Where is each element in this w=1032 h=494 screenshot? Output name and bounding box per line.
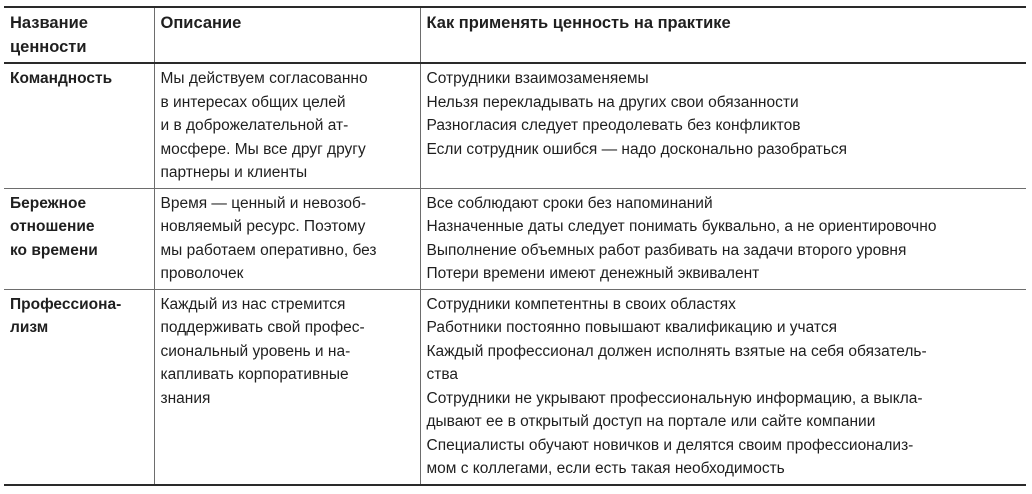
cell-line: Время — ценный и невозоб- xyxy=(160,194,367,212)
cell-line: Специалисты обучают новичков и делятся своим профессионализ- xyxy=(426,436,914,454)
value-name-cell xyxy=(4,63,154,188)
header-line: Описание xyxy=(160,14,242,32)
cell-line: Бережное xyxy=(10,194,87,212)
value-practice-cell xyxy=(420,188,1026,289)
cell-line: Назначенные даты следует понимать буквально, а не ориентировочно xyxy=(426,218,937,235)
table-row xyxy=(4,188,1026,289)
header-line: ценности xyxy=(10,37,87,56)
cell-line: Выполнение объемных работ разбивать на задачи второго уровня xyxy=(426,241,907,259)
cell-line: Командность xyxy=(10,70,113,87)
cell-line: Все соблюдают сроки без напоминаний xyxy=(426,194,713,212)
cell-line: дывают ее в открытый доступ на портале или сайте компании xyxy=(426,413,876,430)
cell-line: партнеры и клиенты xyxy=(160,164,308,181)
header-practice xyxy=(420,7,1026,63)
cell-line: знания xyxy=(160,389,211,407)
value-practice-cell xyxy=(420,289,1026,485)
cell-line: Профессиона- xyxy=(10,295,122,313)
value-description-cell xyxy=(154,289,420,485)
cell-line: мы работаем оперативно, без xyxy=(160,241,377,259)
cell-line: Сотрудники не укрывают профессиональную информацию, а выкла- xyxy=(426,389,923,407)
header-line: Название xyxy=(10,14,88,32)
cell-line: мом с коллегами, если есть такая необходимость xyxy=(426,460,785,477)
table-row xyxy=(4,63,1026,188)
cell-line: и в доброжелательной ат- xyxy=(160,117,349,134)
cell-line: ства xyxy=(426,366,459,383)
cell-line: капливать корпоративные xyxy=(160,366,349,383)
cell-line: Каждый профессионал должен исполнять взятые на себя обязатель- xyxy=(426,342,927,360)
value-name-cell xyxy=(4,289,154,485)
table-body xyxy=(4,63,1026,485)
cell-line: Нельзя перекладывать на других свои обязанности xyxy=(426,93,799,111)
cell-line: проволочек xyxy=(160,265,244,282)
header-description xyxy=(154,7,420,63)
cell-line: в интересах общих целей xyxy=(160,93,346,111)
cell-line: лизм xyxy=(10,319,49,336)
header-name xyxy=(4,7,154,63)
cell-line: сиональный уровень и на- xyxy=(160,342,351,360)
value-practice-cell xyxy=(420,63,1026,188)
cell-line: Работники постоянно повышают квалификацию и учатся xyxy=(426,319,837,336)
value-description-cell xyxy=(154,188,420,289)
cell-line: ко времени xyxy=(10,241,98,259)
values-table xyxy=(4,6,1026,486)
cell-line: отношение xyxy=(10,218,95,235)
cell-line: Мы действуем согласованно xyxy=(160,70,368,87)
table-row xyxy=(4,289,1026,485)
table-header xyxy=(4,7,1026,63)
cell-line: Сотрудники компетентны в своих областях xyxy=(426,295,736,313)
cell-line: Каждый из нас стремится xyxy=(160,295,346,313)
value-description-cell xyxy=(154,63,420,188)
header-row xyxy=(4,7,1026,63)
cell-line: Разногласия следует преодолевать без конфликтов xyxy=(426,117,801,134)
cell-line: мосфере. Мы все друг другу xyxy=(160,140,366,158)
header-line: Как применять ценность на практике xyxy=(426,14,731,32)
cell-line: Потери времени имеют денежный эквивалент xyxy=(426,265,760,282)
cell-line: поддерживать свой профес- xyxy=(160,319,365,336)
cell-line: Сотрудники взаимозаменяемы xyxy=(426,70,649,87)
value-name-cell xyxy=(4,188,154,289)
cell-line: новляемый ресурс. Поэтому xyxy=(160,218,366,235)
cell-line: Если сотрудник ошибся — надо досконально разобраться xyxy=(426,140,848,158)
